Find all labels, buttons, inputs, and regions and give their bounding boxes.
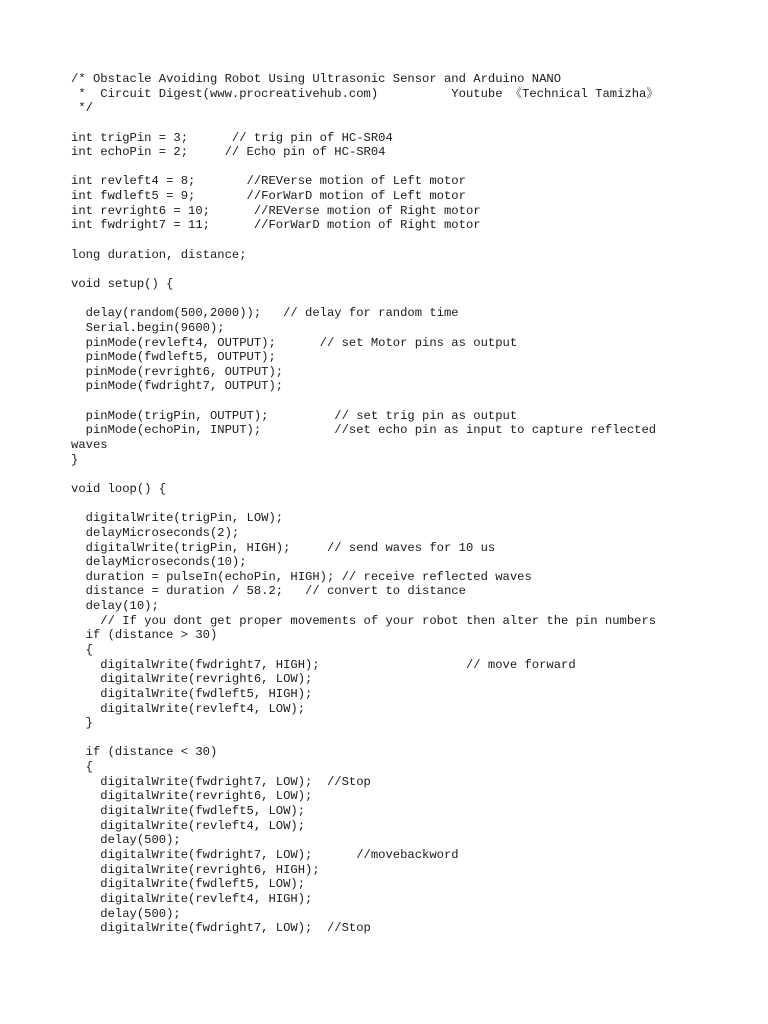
code-line — [71, 292, 659, 307]
code-line: delayMicroseconds(2); — [71, 525, 240, 540]
code-line: delay(random(500,2000)); // delay for random time — [71, 306, 459, 321]
code-line: delayMicroseconds(10); — [71, 555, 247, 570]
code-line — [71, 394, 659, 409]
code-line: pinMode(echoPin, INPUT); //set echo pin as input to capture reflected — [71, 423, 657, 438]
code-line — [71, 731, 659, 746]
code-line: int echoPin = 2; // Echo pin of HC-SR04 — [71, 145, 386, 160]
code-line: digitalWrite(fwdleft5, LOW); — [71, 877, 306, 892]
code-line: if (distance < 30) — [71, 745, 218, 760]
code-line: digitalWrite(fwdright7, LOW); //Stop — [71, 774, 371, 789]
code-line: digitalWrite(trigPin, LOW); — [71, 511, 284, 526]
code-line — [71, 116, 659, 131]
code-line: digitalWrite(fwdleft5, LOW); — [71, 804, 306, 819]
code-line: * Circuit Digest(www.procreativehub.com) Youtube 《Technical Tamizha》 — [71, 86, 659, 101]
code-line: } — [71, 716, 93, 731]
code-line: distance = duration / 58.2; // convert to distance — [71, 584, 466, 599]
code-line: int trigPin = 3; // trig pin of HC-SR04 — [71, 130, 393, 145]
code-line: delay(10); — [71, 599, 159, 614]
code-line: void loop() { — [71, 481, 167, 496]
code-line: int revleft4 = 8; //REVerse motion of Left motor — [71, 174, 466, 189]
code-line: digitalWrite(fwdright7, LOW); //Stop — [71, 921, 371, 936]
code-line: digitalWrite(revright6, LOW); — [71, 672, 313, 687]
code-line: pinMode(revleft4, OUTPUT); // set Motor pins as output — [71, 335, 518, 350]
code-line: digitalWrite(revright6, HIGH); — [71, 862, 320, 877]
code-line: { — [71, 642, 93, 657]
code-line: digitalWrite(fwdright7, HIGH); // move forward — [71, 657, 576, 672]
code-line: pinMode(fwdleft5, OUTPUT); — [71, 350, 276, 365]
code-line — [71, 262, 659, 277]
code-line — [71, 497, 659, 512]
code-line: pinMode(fwdright7, OUTPUT); — [71, 379, 284, 394]
code-line — [71, 233, 659, 248]
code-line: int fwdleft5 = 9; //ForWarD motion of Left motor — [71, 189, 466, 204]
code-line: if (distance > 30) — [71, 628, 218, 643]
code-line: */ — [71, 101, 93, 116]
code-line: /* Obstacle Avoiding Robot Using Ultrasonic Sensor and Arduino NANO — [71, 72, 562, 86]
code-line: delay(500); — [71, 906, 181, 921]
code-line: digitalWrite(revleft4, LOW); — [71, 818, 306, 833]
code-line — [71, 160, 659, 175]
code-line: digitalWrite(fwdright7, LOW); //movebackword — [71, 847, 459, 862]
code-line — [71, 467, 659, 482]
code-line: } — [71, 452, 79, 467]
code-line: pinMode(trigPin, OUTPUT); // set trig pin as output — [71, 408, 518, 423]
code-line: delay(500); — [71, 833, 181, 848]
code-line: digitalWrite(revleft4, HIGH); — [71, 891, 313, 906]
code-line: duration = pulseIn(echoPin, HIGH); // receive reflected waves — [71, 569, 532, 584]
code-line: Serial.begin(9600); — [71, 320, 225, 335]
code-line: // If you dont get proper movements of your robot then alter the pin numbers — [71, 613, 657, 628]
code-line: digitalWrite(revright6, LOW); — [71, 789, 313, 804]
code-line: waves — [71, 438, 108, 453]
code-line: int fwdright7 = 11; //ForWarD motion of Right motor — [71, 218, 481, 233]
code-line: digitalWrite(revleft4, LOW); — [71, 701, 306, 716]
code-line: digitalWrite(fwdleft5, HIGH); — [71, 686, 313, 701]
code-listing — [71, 72, 659, 936]
code-line: int revright6 = 10; //REVerse motion of Right motor — [71, 203, 481, 218]
code-line: void setup() { — [71, 276, 174, 291]
code-line: long duration, distance; — [71, 247, 247, 262]
code-line: digitalWrite(trigPin, HIGH); // send waves for 10 us — [71, 540, 496, 555]
code-line: { — [71, 760, 93, 775]
code-line: pinMode(revright6, OUTPUT); — [71, 364, 284, 379]
